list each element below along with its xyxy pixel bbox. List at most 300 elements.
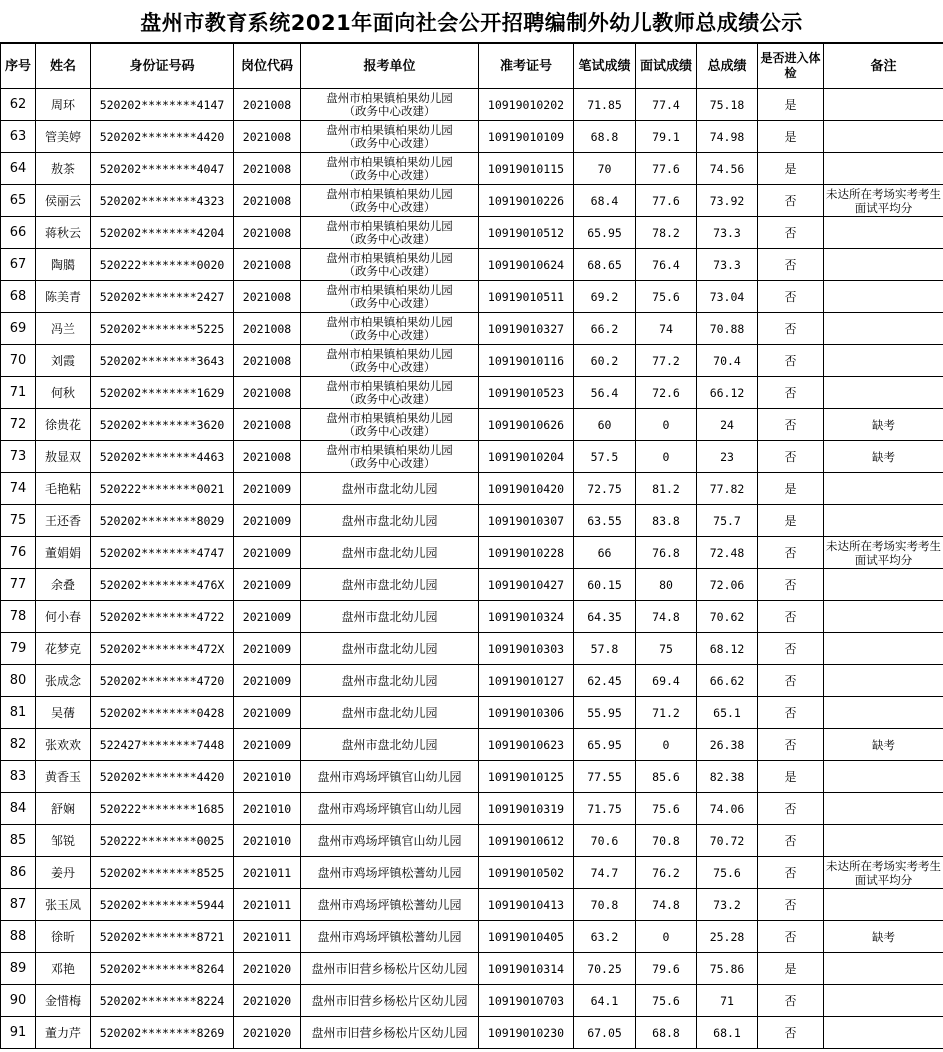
cell-written-score: 68.4 [574, 185, 636, 217]
cell-note [824, 281, 943, 313]
cell-total-score: 82.38 [697, 761, 758, 793]
header-exam-number: 准考证号 [479, 44, 574, 89]
unit-line-2: （政务中心改建） [343, 423, 436, 438]
cell-seq: 72 [1, 409, 36, 441]
cell-total-score: 77.82 [697, 473, 758, 505]
cell-position-code: 2021008 [234, 377, 301, 409]
cell-note [824, 953, 943, 985]
cell-exam-number: 10919010626 [479, 409, 574, 441]
table-row [1, 953, 943, 985]
cell-interview-score: 74.8 [636, 889, 697, 921]
cell-total-score: 73.92 [697, 185, 758, 217]
cell-total-score: 24 [697, 409, 758, 441]
table-row [1, 825, 943, 857]
table-row [1, 857, 943, 889]
table-row [1, 665, 943, 697]
table-row [1, 505, 943, 537]
cell-physical-exam: 是 [758, 121, 824, 153]
cell-seq: 69 [1, 313, 36, 345]
cell-position-code: 2021008 [234, 249, 301, 281]
cell-unit: 盘州市旧营乡杨松片区幼儿园 [301, 953, 479, 985]
cell-physical-exam: 否 [758, 985, 824, 1017]
cell-name: 董力芹 [36, 1017, 91, 1049]
cell-physical-exam: 否 [758, 217, 824, 249]
cell-id-number: 520202********3620 [91, 409, 234, 441]
cell-seq: 85 [1, 825, 36, 857]
cell-name: 陈美青 [36, 281, 91, 313]
cell-physical-exam: 否 [758, 537, 824, 569]
cell-total-score: 68.12 [697, 633, 758, 665]
cell-physical-exam: 否 [758, 793, 824, 825]
cell-position-code: 2021010 [234, 761, 301, 793]
cell-name: 敖茶 [36, 153, 91, 185]
cell-position-code: 2021008 [234, 153, 301, 185]
cell-position-code: 2021008 [234, 185, 301, 217]
unit-line-1: 盘州市柏果镇柏果幼儿园 [326, 250, 453, 265]
cell-physical-exam: 是 [758, 761, 824, 793]
cell-name: 吴蒨 [36, 697, 91, 729]
cell-physical-exam: 否 [758, 1017, 824, 1049]
cell-exam-number: 10919010319 [479, 793, 574, 825]
cell-note [824, 345, 943, 377]
unit-line-2: （政务中心改建） [343, 327, 436, 342]
unit-line-1: 盘州市柏果镇柏果幼儿园 [326, 442, 453, 457]
cell-exam-number: 10919010624 [479, 249, 574, 281]
cell-name: 毛艳粘 [36, 473, 91, 505]
cell-interview-score: 78.2 [636, 217, 697, 249]
cell-position-code: 2021008 [234, 345, 301, 377]
header-total-score: 总成绩 [697, 44, 758, 89]
cell-seq: 79 [1, 633, 36, 665]
cell-seq: 83 [1, 761, 36, 793]
table-row [1, 249, 943, 281]
cell-note: 缺考 [824, 729, 943, 761]
cell-total-score: 70.72 [697, 825, 758, 857]
cell-physical-exam: 否 [758, 633, 824, 665]
cell-total-score: 66.62 [697, 665, 758, 697]
cell-total-score: 73.3 [697, 249, 758, 281]
cell-interview-score: 72.6 [636, 377, 697, 409]
cell-position-code: 2021009 [234, 473, 301, 505]
cell-written-score: 71.85 [574, 89, 636, 121]
cell-note [824, 601, 943, 633]
cell-exam-number: 10919010228 [479, 537, 574, 569]
cell-physical-exam: 否 [758, 697, 824, 729]
cell-interview-score: 81.2 [636, 473, 697, 505]
cell-name: 邓艳 [36, 953, 91, 985]
cell-position-code: 2021008 [234, 313, 301, 345]
unit-line-1: 盘州市柏果镇柏果幼儿园 [326, 410, 453, 425]
cell-note: 未达所在考场实考考生面试平均分 [824, 537, 943, 569]
unit-line-1: 盘州市柏果镇柏果幼儿园 [326, 90, 453, 105]
cell-unit: 盘州市盘北幼儿园 [301, 697, 479, 729]
table-row [1, 409, 943, 441]
cell-total-score: 75.7 [697, 505, 758, 537]
cell-id-number: 520202********472X [91, 633, 234, 665]
cell-written-score: 62.45 [574, 665, 636, 697]
cell-physical-exam: 是 [758, 153, 824, 185]
score-table [0, 43, 943, 1049]
cell-exam-number: 10919010327 [479, 313, 574, 345]
cell-total-score: 70.88 [697, 313, 758, 345]
cell-position-code: 2021008 [234, 441, 301, 473]
cell-note [824, 569, 943, 601]
cell-id-number: 520222********0021 [91, 473, 234, 505]
cell-id-number: 520202********8721 [91, 921, 234, 953]
cell-interview-score: 74 [636, 313, 697, 345]
cell-note [824, 313, 943, 345]
header-name: 姓名 [36, 44, 91, 89]
cell-total-score: 25.28 [697, 921, 758, 953]
cell-seq: 67 [1, 249, 36, 281]
cell-total-score: 71 [697, 985, 758, 1017]
cell-note [824, 633, 943, 665]
cell-id-number: 520202********476X [91, 569, 234, 601]
cell-seq: 82 [1, 729, 36, 761]
cell-exam-number: 10919010612 [479, 825, 574, 857]
unit-line-2: （政务中心改建） [343, 263, 436, 278]
cell-note [824, 89, 943, 121]
cell-written-score: 57.5 [574, 441, 636, 473]
cell-position-code: 2021008 [234, 217, 301, 249]
cell-exam-number: 10919010512 [479, 217, 574, 249]
cell-position-code: 2021009 [234, 633, 301, 665]
cell-unit: 盘州市盘北幼儿园 [301, 569, 479, 601]
cell-physical-exam: 否 [758, 569, 824, 601]
cell-seq: 91 [1, 1017, 36, 1049]
table-row [1, 1017, 943, 1049]
table-row [1, 793, 943, 825]
cell-note: 未达所在考场实考考生面试平均分 [824, 185, 943, 217]
cell-note [824, 249, 943, 281]
cell-exam-number: 10919010623 [479, 729, 574, 761]
cell-unit: 盘州市旧营乡杨松片区幼儿园 [301, 985, 479, 1017]
cell-exam-number: 10919010204 [479, 441, 574, 473]
cell-id-number: 520222********0025 [91, 825, 234, 857]
cell-position-code: 2021011 [234, 921, 301, 953]
cell-exam-number: 10919010226 [479, 185, 574, 217]
cell-exam-number: 10919010405 [479, 921, 574, 953]
table-row [1, 569, 943, 601]
cell-total-score: 66.12 [697, 377, 758, 409]
cell-seq: 81 [1, 697, 36, 729]
cell-interview-score: 0 [636, 409, 697, 441]
unit-line-2: （政务中心改建） [343, 359, 436, 374]
cell-name: 余叠 [36, 569, 91, 601]
cell-unit: 盘州市鸡场坪镇松蓍幼儿园 [301, 921, 479, 953]
cell-note [824, 1017, 943, 1049]
cell-id-number: 520202********3643 [91, 345, 234, 377]
cell-total-score: 72.06 [697, 569, 758, 601]
header-written-score: 笔试成绩 [574, 44, 636, 89]
cell-position-code: 2021010 [234, 825, 301, 857]
cell-position-code: 2021009 [234, 729, 301, 761]
cell-written-score: 60.2 [574, 345, 636, 377]
cell-physical-exam: 否 [758, 313, 824, 345]
cell-name: 姜丹 [36, 857, 91, 889]
cell-name: 邹锐 [36, 825, 91, 857]
cell-interview-score: 76.2 [636, 857, 697, 889]
cell-id-number: 520202********4722 [91, 601, 234, 633]
cell-total-score: 72.48 [697, 537, 758, 569]
cell-id-number: 520222********0020 [91, 249, 234, 281]
cell-total-score: 75.18 [697, 89, 758, 121]
cell-id-number: 520202********4147 [91, 89, 234, 121]
cell-name: 张欢欢 [36, 729, 91, 761]
cell-unit: 盘州市鸡场坪镇官山幼儿园 [301, 761, 479, 793]
cell-exam-number: 10919010306 [479, 697, 574, 729]
cell-note [824, 377, 943, 409]
cell-physical-exam: 否 [758, 665, 824, 697]
cell-seq: 73 [1, 441, 36, 473]
cell-unit [301, 121, 479, 153]
table-row [1, 153, 943, 185]
cell-unit: 盘州市盘北幼儿园 [301, 473, 479, 505]
header-seq: 序号 [1, 44, 36, 89]
cell-name: 徐昕 [36, 921, 91, 953]
cell-unit [301, 345, 479, 377]
cell-seq: 84 [1, 793, 36, 825]
cell-exam-number: 10919010303 [479, 633, 574, 665]
cell-exam-number: 10919010502 [479, 857, 574, 889]
cell-total-score: 73.2 [697, 889, 758, 921]
cell-written-score: 63.2 [574, 921, 636, 953]
cell-physical-exam: 否 [758, 377, 824, 409]
cell-note [824, 121, 943, 153]
cell-total-score: 68.1 [697, 1017, 758, 1049]
header-note: 备注 [824, 44, 943, 89]
cell-total-score: 75.6 [697, 857, 758, 889]
cell-written-score: 74.7 [574, 857, 636, 889]
cell-unit [301, 313, 479, 345]
cell-seq: 88 [1, 921, 36, 953]
cell-note [824, 505, 943, 537]
cell-position-code: 2021008 [234, 281, 301, 313]
cell-unit: 盘州市盘北幼儿园 [301, 665, 479, 697]
cell-seq: 74 [1, 473, 36, 505]
cell-exam-number: 10919010703 [479, 985, 574, 1017]
cell-unit: 盘州市鸡场坪镇官山幼儿园 [301, 825, 479, 857]
cell-exam-number: 10919010202 [479, 89, 574, 121]
unit-line-2: （政务中心改建） [343, 455, 436, 470]
cell-exam-number: 10919010427 [479, 569, 574, 601]
table-row [1, 697, 943, 729]
table-row [1, 729, 943, 761]
page-title: 盘州市教育系统2021年面向社会公开招聘编制外幼儿教师总成绩公示 [0, 0, 943, 43]
cell-name: 花梦克 [36, 633, 91, 665]
cell-exam-number: 10919010127 [479, 665, 574, 697]
cell-unit: 盘州市鸡场坪镇松蓍幼儿园 [301, 889, 479, 921]
cell-name: 徐贵花 [36, 409, 91, 441]
cell-note [824, 889, 943, 921]
cell-unit [301, 409, 479, 441]
cell-seq: 71 [1, 377, 36, 409]
cell-id-number: 520202********5944 [91, 889, 234, 921]
cell-interview-score: 69.4 [636, 665, 697, 697]
table-body [1, 89, 943, 1049]
cell-physical-exam: 是 [758, 505, 824, 537]
unit-line-2: （政务中心改建） [343, 295, 436, 310]
cell-interview-score: 77.4 [636, 89, 697, 121]
cell-written-score: 63.55 [574, 505, 636, 537]
cell-physical-exam: 否 [758, 857, 824, 889]
cell-interview-score: 0 [636, 441, 697, 473]
cell-written-score: 72.75 [574, 473, 636, 505]
cell-seq: 77 [1, 569, 36, 601]
cell-unit: 盘州市盘北幼儿园 [301, 537, 479, 569]
cell-note [824, 985, 943, 1017]
cell-seq: 70 [1, 345, 36, 377]
unit-line-2: （政务中心改建） [343, 199, 436, 214]
cell-id-number: 520202********4463 [91, 441, 234, 473]
cell-name: 舒娴 [36, 793, 91, 825]
cell-interview-score: 74.8 [636, 601, 697, 633]
cell-interview-score: 75.6 [636, 985, 697, 1017]
unit-line-1: 盘州市柏果镇柏果幼儿园 [326, 346, 453, 361]
cell-written-score: 77.55 [574, 761, 636, 793]
cell-seq: 63 [1, 121, 36, 153]
cell-unit [301, 217, 479, 249]
cell-total-score: 70.4 [697, 345, 758, 377]
cell-exam-number: 10919010230 [479, 1017, 574, 1049]
cell-id-number: 520202********1629 [91, 377, 234, 409]
cell-written-score: 65.95 [574, 217, 636, 249]
cell-id-number: 520222********1685 [91, 793, 234, 825]
cell-seq: 68 [1, 281, 36, 313]
cell-written-score: 56.4 [574, 377, 636, 409]
table-row [1, 89, 943, 121]
cell-written-score: 68.8 [574, 121, 636, 153]
cell-position-code: 2021008 [234, 121, 301, 153]
cell-physical-exam: 否 [758, 601, 824, 633]
table-row [1, 761, 943, 793]
cell-interview-score: 75 [636, 633, 697, 665]
table-row [1, 121, 943, 153]
cell-unit: 盘州市鸡场坪镇官山幼儿园 [301, 793, 479, 825]
cell-name: 金惜梅 [36, 985, 91, 1017]
header-unit: 报考单位 [301, 44, 479, 89]
cell-written-score: 70.25 [574, 953, 636, 985]
cell-unit [301, 377, 479, 409]
cell-note [824, 153, 943, 185]
cell-seq: 86 [1, 857, 36, 889]
cell-unit [301, 281, 479, 313]
cell-position-code: 2021009 [234, 601, 301, 633]
cell-seq: 64 [1, 153, 36, 185]
cell-physical-exam: 否 [758, 281, 824, 313]
cell-position-code: 2021011 [234, 857, 301, 889]
cell-written-score: 64.1 [574, 985, 636, 1017]
cell-id-number: 520202********4323 [91, 185, 234, 217]
cell-written-score: 60.15 [574, 569, 636, 601]
cell-unit [301, 89, 479, 121]
cell-interview-score: 79.1 [636, 121, 697, 153]
unit-line-1: 盘州市柏果镇柏果幼儿园 [326, 218, 453, 233]
cell-seq: 80 [1, 665, 36, 697]
cell-id-number: 520202********8029 [91, 505, 234, 537]
unit-line-1: 盘州市柏果镇柏果幼儿园 [326, 314, 453, 329]
cell-physical-exam: 否 [758, 441, 824, 473]
cell-position-code: 2021020 [234, 985, 301, 1017]
cell-interview-score: 68.8 [636, 1017, 697, 1049]
cell-physical-exam: 否 [758, 185, 824, 217]
cell-written-score: 64.35 [574, 601, 636, 633]
cell-note: 缺考 [824, 921, 943, 953]
cell-position-code: 2021009 [234, 569, 301, 601]
unit-line-1: 盘州市柏果镇柏果幼儿园 [326, 378, 453, 393]
cell-seq: 90 [1, 985, 36, 1017]
cell-physical-exam: 否 [758, 825, 824, 857]
unit-line-2: （政务中心改建） [343, 167, 436, 182]
cell-exam-number: 10919010109 [479, 121, 574, 153]
cell-note: 缺考 [824, 441, 943, 473]
cell-exam-number: 10919010314 [479, 953, 574, 985]
cell-interview-score: 75.6 [636, 793, 697, 825]
cell-interview-score: 71.2 [636, 697, 697, 729]
table-row [1, 473, 943, 505]
cell-physical-exam: 否 [758, 345, 824, 377]
cell-name: 何秋 [36, 377, 91, 409]
cell-interview-score: 70.8 [636, 825, 697, 857]
cell-position-code: 2021020 [234, 1017, 301, 1049]
cell-position-code: 2021010 [234, 793, 301, 825]
cell-total-score: 75.86 [697, 953, 758, 985]
cell-interview-score: 83.8 [636, 505, 697, 537]
cell-physical-exam: 是 [758, 953, 824, 985]
cell-unit: 盘州市盘北幼儿园 [301, 633, 479, 665]
unit-line-2: （政务中心改建） [343, 391, 436, 406]
cell-id-number: 520202********2427 [91, 281, 234, 313]
cell-physical-exam: 否 [758, 889, 824, 921]
cell-name: 蒋秋云 [36, 217, 91, 249]
cell-name: 敖显双 [36, 441, 91, 473]
table-row [1, 217, 943, 249]
cell-seq: 65 [1, 185, 36, 217]
cell-position-code: 2021008 [234, 89, 301, 121]
cell-physical-exam: 否 [758, 921, 824, 953]
cell-note [824, 697, 943, 729]
cell-exam-number: 10919010511 [479, 281, 574, 313]
cell-id-number: 520202********8264 [91, 953, 234, 985]
header-interview-score: 面试成绩 [636, 44, 697, 89]
cell-unit [301, 185, 479, 217]
cell-id-number: 520202********0428 [91, 697, 234, 729]
table-row [1, 377, 943, 409]
cell-name: 何小春 [36, 601, 91, 633]
cell-seq: 87 [1, 889, 36, 921]
cell-name: 张成念 [36, 665, 91, 697]
cell-position-code: 2021011 [234, 889, 301, 921]
unit-line-2: （政务中心改建） [343, 231, 436, 246]
cell-interview-score: 77.2 [636, 345, 697, 377]
cell-total-score: 74.98 [697, 121, 758, 153]
cell-unit: 盘州市盘北幼儿园 [301, 729, 479, 761]
cell-exam-number: 10919010413 [479, 889, 574, 921]
cell-id-number: 520202********4747 [91, 537, 234, 569]
cell-position-code: 2021009 [234, 697, 301, 729]
unit-line-1: 盘州市柏果镇柏果幼儿园 [326, 282, 453, 297]
cell-position-code: 2021009 [234, 537, 301, 569]
cell-unit: 盘州市鸡场坪镇松蓍幼儿园 [301, 857, 479, 889]
cell-name: 张玉凤 [36, 889, 91, 921]
table-row [1, 889, 943, 921]
header-id-number: 身份证号码 [91, 44, 234, 89]
cell-physical-exam: 否 [758, 249, 824, 281]
cell-exam-number: 10919010116 [479, 345, 574, 377]
cell-total-score: 73.04 [697, 281, 758, 313]
header-position-code: 岗位代码 [234, 44, 301, 89]
table-row [1, 985, 943, 1017]
